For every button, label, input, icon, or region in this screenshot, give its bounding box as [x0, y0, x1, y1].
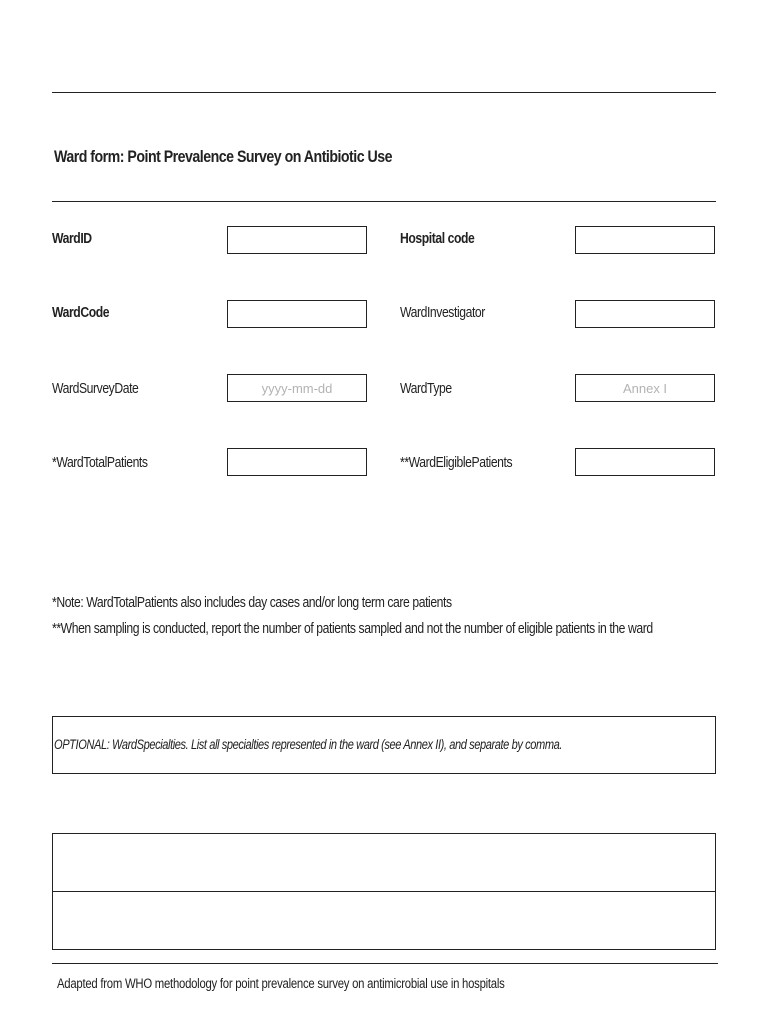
ward-total-patients-label: *WardTotalPatients: [52, 455, 148, 471]
hospital-code-label: Hospital code: [400, 231, 475, 247]
ward-eligible-patients-input[interactable]: [575, 448, 715, 476]
ward-type-input[interactable]: [575, 374, 715, 402]
specialties-divider: [53, 891, 715, 892]
ward-eligible-patients-label: **WardEligiblePatients: [400, 455, 513, 471]
footer-rule: [52, 963, 718, 964]
ward-investigator-label: WardInvestigator: [400, 305, 485, 321]
ward-total-patients-input[interactable]: [227, 448, 367, 476]
hospital-code-input[interactable]: [575, 226, 715, 254]
ward-id-label: WardID: [52, 231, 92, 247]
note-sampling: **When sampling is conducted, report the number of patients sampled and not the number of eligible patients in the ward: [52, 621, 653, 637]
specialties-input-row-1[interactable]: [53, 834, 715, 890]
specialties-entry-box: [52, 833, 716, 950]
specialties-instruction-box: [52, 716, 716, 774]
ward-type-label: WardType: [400, 381, 452, 397]
specialties-input-row-2[interactable]: [53, 893, 715, 949]
ward-code-label: WardCode: [52, 305, 110, 321]
ward-code-input[interactable]: [227, 300, 367, 328]
ward-survey-date-input[interactable]: [227, 374, 367, 402]
note-total-patients: *Note: WardTotalPatients also includes day cases and/or long term care patients: [52, 595, 452, 611]
ward-investigator-input[interactable]: [575, 300, 715, 328]
ward-survey-date-label: WardSurveyDate: [52, 381, 139, 397]
footer-text: Adapted from WHO methodology for point prevalence survey on antimicrobial use in hospitals: [57, 976, 505, 991]
top-rule: [52, 92, 716, 93]
specialties-instruction-text: OPTIONAL: WardSpecialties. List all specialties represented in the ward (see Annex II), and separate by comma.: [54, 737, 563, 752]
form-title: Ward form: Point Prevalence Survey on Antibiotic Use: [54, 148, 392, 166]
title-rule: [52, 201, 716, 202]
ward-id-input[interactable]: [227, 226, 367, 254]
